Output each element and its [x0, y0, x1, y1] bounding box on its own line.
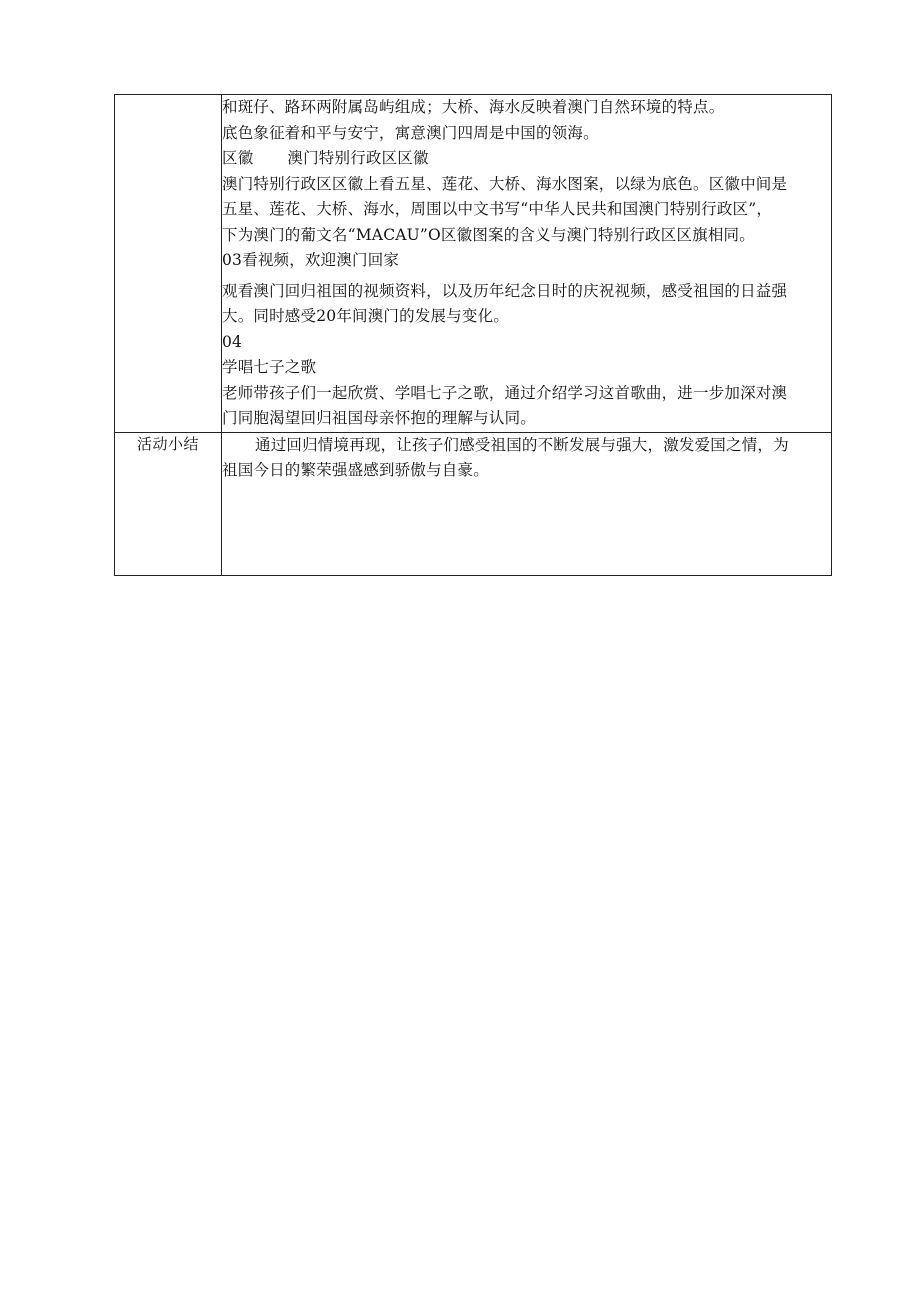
text-line: 底色象征着和平与安宁，寓意澳门四周是中国的领海。	[222, 123, 599, 142]
text-line: 老师带孩子们一起欣赏、学唱七子之歌，通过介绍学习这首歌曲，进一步加深对澳	[222, 383, 788, 402]
section-heading: 学唱七子之歌	[222, 358, 317, 376]
summary-line: 通过回归情境再现，让孩子们感受祖国的不断发展与强大，激发爱国之情，为	[255, 435, 789, 454]
summary-line: 祖国今日的繁荣强盛感到骄傲与自豪。	[222, 461, 489, 479]
emblem-heading-left: 区徽	[222, 149, 254, 167]
summary-label: 活动小结	[115, 432, 222, 575]
emblem-heading	[222, 146, 831, 172]
lesson-plan-table	[114, 94, 832, 576]
text-line: 门同胞渴望回归祖国母亲怀抱的理解与认同。	[222, 409, 537, 427]
text-line: 和斑仔、路环两附属岛屿组成；大桥、海水反映着澳门自然环境的特点。	[222, 98, 725, 116]
emblem-heading-right: 澳门特别行政区区徽	[287, 149, 429, 167]
section-heading: 03看视频，欢迎澳门回家	[222, 251, 400, 269]
text-line: 观看澳门回归祖国的视频资料，以及历年纪念日时的庆祝视频，感受祖国的日益强	[222, 281, 788, 300]
text-line: 澳门特别行政区区徽上看五星、莲花、大桥、海水图案，以绿为底色。区徽中间是	[222, 174, 788, 193]
document-page	[114, 94, 832, 576]
summary-row	[115, 432, 832, 575]
text-line: 下为澳门的葡文名“MACAU”O区徽图案的含义与澳门特别行政区区旗相同。	[222, 225, 755, 244]
activity-content-row	[115, 95, 832, 433]
text-line: 五星、莲花、大桥、海水，周围以中文书写“中华人民共和国澳门特别行政区”，	[222, 200, 773, 218]
row-label-cell-empty	[115, 95, 222, 433]
section-number: 04	[222, 332, 243, 351]
text-line: 大。同时感受20年间澳门的发展与变化。	[222, 307, 510, 325]
summary-body	[222, 432, 832, 575]
activity-content-cell	[222, 95, 832, 433]
